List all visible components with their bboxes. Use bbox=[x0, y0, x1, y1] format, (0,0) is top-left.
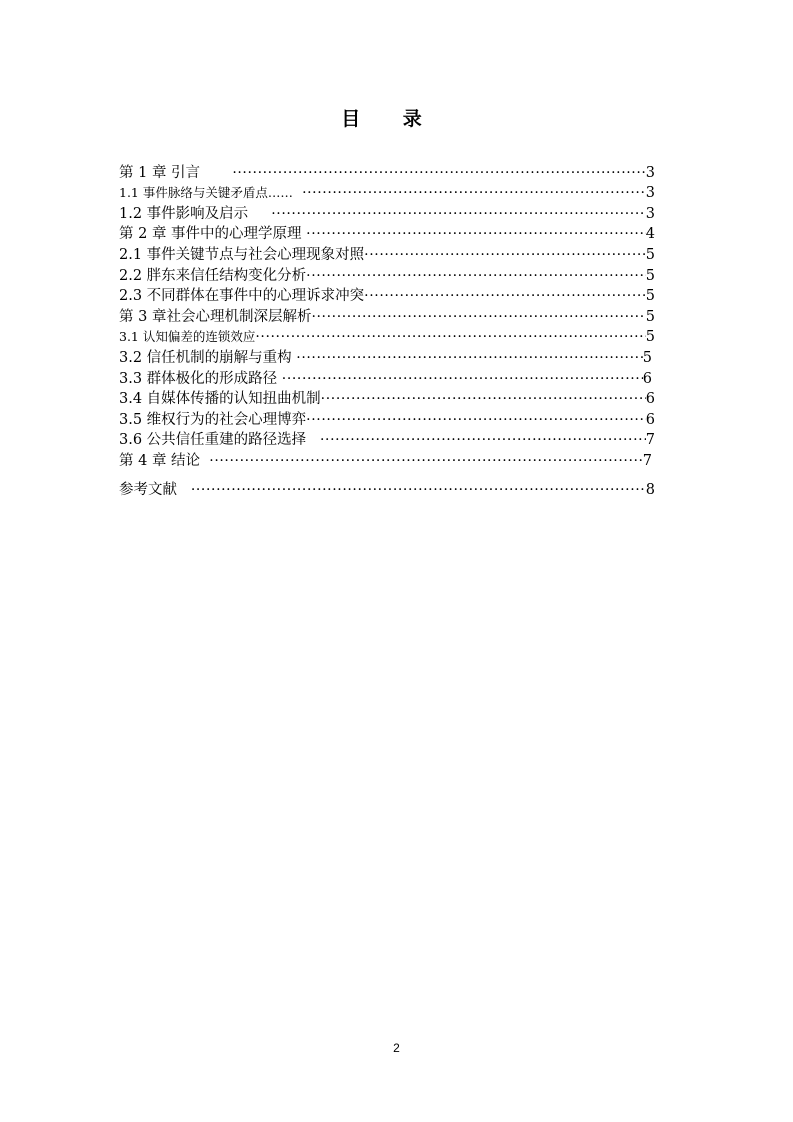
toc-entry-page: 3 bbox=[645, 205, 655, 222]
toc-entry-page: 3 bbox=[645, 164, 655, 181]
toc-entry[interactable] bbox=[119, 368, 655, 389]
toc-entry[interactable] bbox=[119, 409, 655, 430]
toc-entry[interactable] bbox=[119, 244, 655, 265]
toc-dot-leader bbox=[255, 327, 645, 347]
toc-entry-label: 第 2 章 事件中的心理学原理 bbox=[119, 226, 302, 243]
toc-entry[interactable] bbox=[119, 265, 655, 286]
toc-entry[interactable] bbox=[119, 224, 655, 245]
toc-entry[interactable] bbox=[119, 450, 655, 471]
toc-dot-leader bbox=[306, 266, 646, 286]
toc-entry-label: 3.2 信任机制的崩解与重构 bbox=[119, 349, 292, 366]
toc-dot-leader bbox=[311, 307, 645, 327]
toc-entry-label: 2.3 不同群体在事件中的心理诉求冲突 bbox=[119, 288, 365, 305]
toc-entry-page: 5 bbox=[642, 349, 652, 366]
toc-entry-page: 5 bbox=[645, 246, 655, 263]
toc-dot-leader bbox=[271, 204, 646, 224]
toc-entry[interactable] bbox=[119, 162, 655, 183]
toc-entry-page: 5 bbox=[645, 308, 655, 325]
toc-entry-label: 3.6 公共信任重建的路径选择 bbox=[119, 432, 307, 449]
toc-entry[interactable] bbox=[119, 306, 655, 327]
toc-entry[interactable] bbox=[119, 327, 655, 348]
toc-entry-page: 3 bbox=[645, 185, 655, 202]
toc-entry-page: 5 bbox=[645, 288, 655, 305]
toc-entry-page: 4 bbox=[645, 226, 655, 243]
toc-entry-label: 1.1 事件脉络与关键矛盾点…… bbox=[119, 185, 293, 201]
toc-entry-gap bbox=[248, 204, 271, 224]
toc-entry[interactable] bbox=[119, 183, 655, 204]
toc-dot-leader bbox=[302, 183, 646, 203]
toc-entry[interactable] bbox=[119, 347, 655, 368]
toc-entry-page: 7 bbox=[645, 432, 655, 449]
toc-entry-gap bbox=[306, 430, 320, 450]
toc-entry-gap bbox=[177, 480, 191, 500]
toc-entry[interactable] bbox=[119, 203, 655, 224]
toc-entry-label: 参考文献 bbox=[119, 481, 177, 498]
toc-entry[interactable] bbox=[119, 286, 655, 307]
toc-entry-page: 6 bbox=[642, 370, 652, 387]
toc-list bbox=[119, 162, 655, 500]
toc-dot-leader bbox=[321, 389, 646, 409]
toc-entry-label: 3.5 维权行为的社会心理博弈 bbox=[119, 411, 307, 428]
toc-dot-leader bbox=[296, 348, 642, 368]
toc-title: 目 录 bbox=[341, 108, 440, 130]
toc-entry-page: 5 bbox=[645, 329, 655, 346]
toc-entry-page: 8 bbox=[645, 481, 655, 498]
toc-entry-page: 6 bbox=[645, 411, 655, 428]
toc-dot-leader bbox=[232, 163, 645, 183]
toc-dot-leader bbox=[364, 286, 646, 306]
toc-entry-page: 7 bbox=[642, 452, 652, 469]
toc-entry[interactable] bbox=[119, 479, 655, 500]
toc-entry-gap bbox=[293, 183, 302, 203]
toc-entry-label: 3.4 自媒体传播的认知扭曲机制 bbox=[119, 391, 321, 408]
toc-dot-leader bbox=[364, 245, 646, 265]
toc-entry-label: 第 4 章 结论 bbox=[119, 452, 201, 469]
page-number: 2 bbox=[393, 1041, 400, 1055]
toc-entry-label: 2.2 胖东来信任结构变化分析 bbox=[119, 267, 307, 284]
toc-dot-leader bbox=[306, 224, 646, 244]
toc-dot-leader bbox=[191, 480, 646, 500]
toc-entry-label: 第 3 章社会心理机制深层解析 bbox=[119, 308, 312, 325]
toc-entry-label: 第 1 章 引言 bbox=[119, 164, 201, 181]
toc-entry-page: 6 bbox=[645, 391, 655, 408]
toc-entry-label: 3.3 群体极化的形成路径 bbox=[119, 370, 278, 387]
toc-entry[interactable] bbox=[119, 430, 655, 451]
toc-dot-leader bbox=[209, 451, 642, 471]
toc-dot-leader bbox=[282, 369, 643, 389]
toc-dot-leader bbox=[306, 410, 646, 430]
toc-entry-label: 2.1 事件关键节点与社会心理现象对照 bbox=[119, 246, 365, 263]
toc-entry-gap bbox=[200, 163, 232, 183]
toc-entry[interactable] bbox=[119, 389, 655, 410]
toc-entry-label: 1.2 事件影响及启示 bbox=[119, 205, 249, 222]
toc-entry-gap bbox=[200, 451, 209, 471]
toc-entry-page: 5 bbox=[645, 267, 655, 284]
toc-dot-leader bbox=[320, 430, 646, 450]
toc-entry-label: 3.1 认知偏差的连锁效应 bbox=[119, 329, 256, 345]
